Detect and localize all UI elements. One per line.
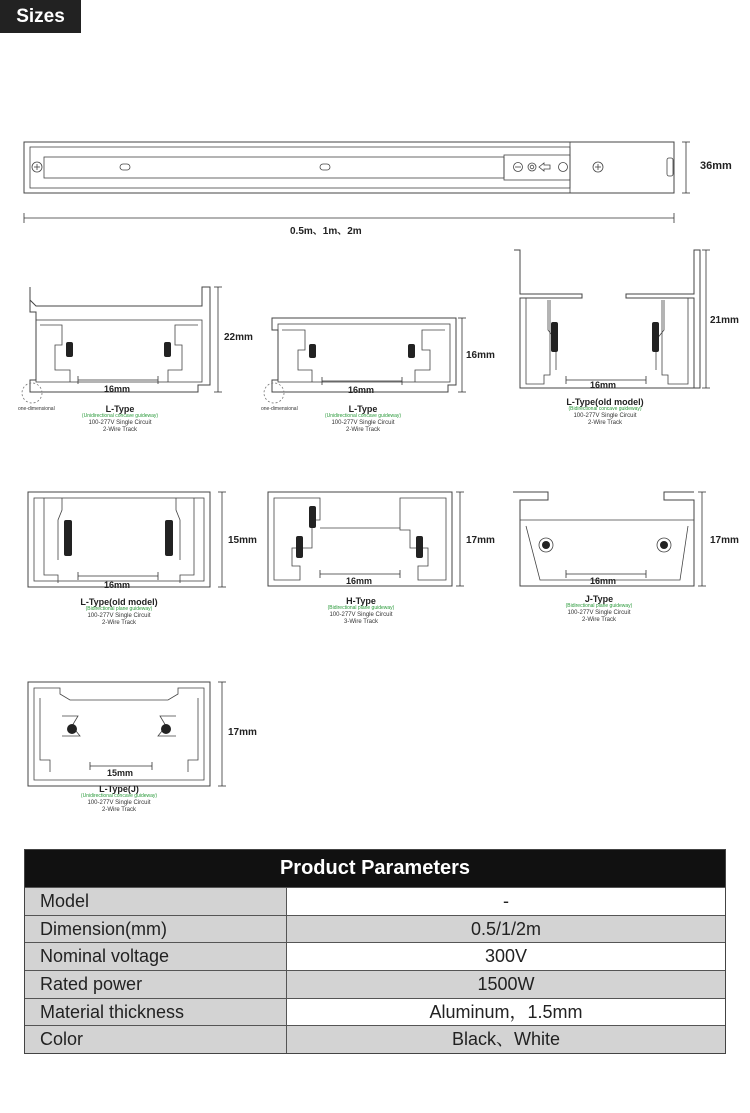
profile-3-name: L-Type(old model) <box>566 397 644 407</box>
param-key: Dimension(mm) <box>25 916 287 943</box>
profile-4-note: (Bidirectional plane guideway) <box>85 606 153 613</box>
section-title: Sizes <box>0 0 81 33</box>
param-value: - <box>287 888 725 915</box>
profile-6-spec: 100-277V Single Circuit <box>567 610 631 617</box>
profile-4-spec: 100-277V Single Circuit <box>87 613 151 620</box>
profile-6-width: 16mm <box>590 576 617 586</box>
profile-1-spec: 100-277V Single Circuit <box>88 420 152 427</box>
table-row <box>25 942 725 970</box>
table-row <box>25 887 725 915</box>
profile-2-spec: 100-277V Single Circuit <box>331 420 395 427</box>
profile-7-width: 15mm <box>107 768 134 778</box>
param-value: 300V <box>287 943 725 970</box>
profile-3-note: (Bidirectional concave guideway) <box>568 406 642 413</box>
profile-7-caption <box>74 784 164 814</box>
profile-3-width: 16mm <box>590 380 617 390</box>
profile-1-wire: 2-Wire Track <box>102 426 137 433</box>
profile-5-spec: 100-277V Single Circuit <box>329 612 393 619</box>
profile-3-wire: 2-Wire Track <box>587 419 622 426</box>
table-row <box>25 1025 725 1053</box>
profile-4-name: L-Type(old model) <box>80 597 158 607</box>
profile-7-wire: 2-Wire Track <box>101 806 136 813</box>
profile-5-name: H-Type <box>346 596 376 606</box>
param-value: 1500W <box>287 971 725 998</box>
profile-3-spec: 100-277V Single Circuit <box>573 413 637 420</box>
profile-6-note: (Bidirectional plane guideway) <box>565 603 633 610</box>
profile-1-name: L-Type <box>105 404 135 414</box>
profile-7-name: L-Type(J) <box>99 784 139 794</box>
profile-7-note: (Unidirectional concave guideway) <box>80 793 158 800</box>
table-row <box>25 915 725 943</box>
profile-2-wire: 2-Wire Track <box>345 426 380 433</box>
profile-1-width: 16mm <box>104 384 131 394</box>
param-key: Color <box>25 1026 287 1053</box>
parameters-title: Product Parameters <box>25 850 725 887</box>
profile-2-note: (Unidirectional concave guideway) <box>324 413 402 420</box>
param-key: Nominal voltage <box>25 943 287 970</box>
param-key: Model <box>25 888 287 915</box>
profile-5-note: (Bidirectional plane guideway) <box>327 605 395 612</box>
track-height-label: 36mm <box>700 160 732 172</box>
profile-5-wire: 3-Wire Track <box>343 618 378 625</box>
profile-6-height: 17mm <box>710 535 739 546</box>
profile-1-extra: one-dimensional <box>18 406 55 412</box>
param-key: Rated power <box>25 971 287 998</box>
profile-2-width: 16mm <box>348 385 375 395</box>
profile-4-height: 15mm <box>228 535 257 546</box>
profile-4-width: 16mm <box>104 580 131 590</box>
param-value: Black、White <box>287 1026 725 1053</box>
profile-1-note: (Unidirectional concave guideway) <box>81 413 159 420</box>
profile-2-name: L-Type <box>348 404 378 414</box>
profile-6-name: J-Type <box>584 594 614 604</box>
param-value: 0.5/1/2m <box>287 916 725 943</box>
profile-7-spec: 100-277V Single Circuit <box>87 800 151 807</box>
product-parameters-table <box>24 849 726 1054</box>
profile-1-height: 22mm <box>224 332 253 343</box>
profile-3-height: 21mm <box>710 315 739 326</box>
table-row <box>25 970 725 998</box>
table-row <box>25 998 725 1026</box>
track-length-label: 0.5m、1m、2m <box>290 226 362 237</box>
profile-2-height: 16mm <box>466 350 495 361</box>
profile-2-extra: one-dimensional <box>261 406 298 412</box>
profile-6-wire: 2-Wire Track <box>581 616 616 623</box>
param-key: Material thickness <box>25 999 287 1026</box>
param-value: Aluminum，1.5mm <box>287 999 725 1026</box>
profile-5-width: 16mm <box>346 576 373 586</box>
profile-7-height: 17mm <box>228 727 257 738</box>
profile-5-height: 17mm <box>466 535 495 546</box>
profile-4-wire: 2-Wire Track <box>101 619 136 626</box>
